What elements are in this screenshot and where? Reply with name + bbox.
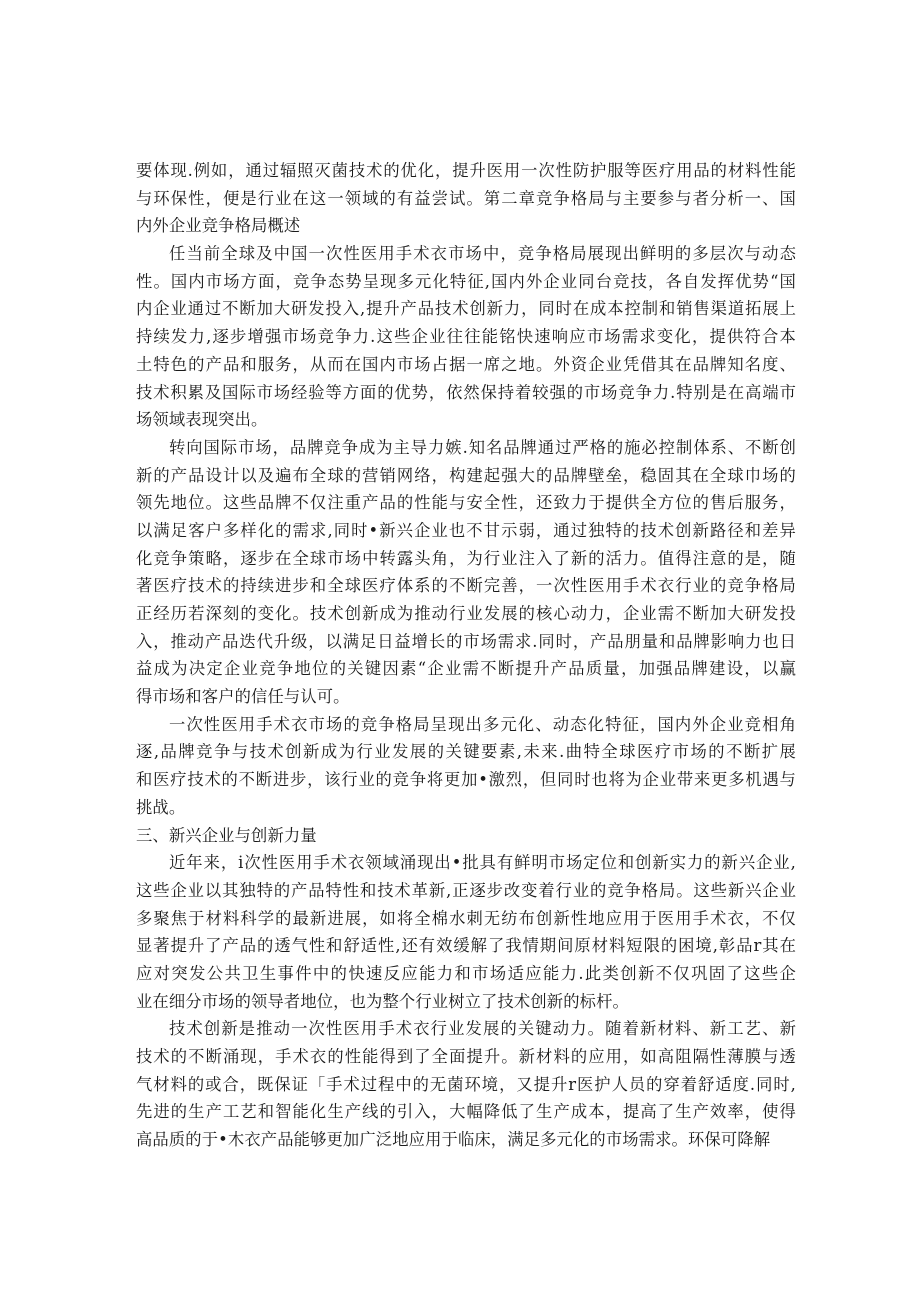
text-line: 内外企业竞争格局概述	[136, 216, 301, 236]
text-line: 土特色的产品和服务，从而在国内市场占据一席之地。外资企业凭借其在品牌知名度、	[136, 354, 796, 374]
paragraph	[136, 711, 796, 822]
text-line: 正经历若深刻的变化。技术创新成为推动行业发展的核心动力，企业需不断加大研发投	[136, 604, 796, 623]
text-line: 挑战。	[136, 797, 186, 817]
text-line: 三、新兴企业与创新力量	[136, 825, 317, 845]
paragraph	[136, 240, 796, 434]
text-line: 入，推动产品迭代升级，以满足日益增长的市场需求.同时，产品朋量和品牌影响力也日	[136, 631, 796, 651]
text-line: 一次性医用手术衣市场的竞争格局呈现出多元化、动态化特征，国内外企业竞相角	[169, 714, 796, 734]
paragraph	[136, 849, 796, 1015]
text-line: 技术的不断涌现，手术衣的性能得到了全面提升。新材料的应用，如高阻隔性薄膜与透	[136, 1047, 796, 1066]
text-line: 以满足客户多样化的需求,同时•新兴企业也不甘示弱，通过独特的技术创新路径和差异	[136, 520, 796, 540]
paragraph	[136, 434, 796, 711]
text-line: 得市场和客户的信任与认可。	[136, 687, 350, 707]
document-page	[136, 157, 796, 1154]
text-line: 持续发力,逐步增强市场竞争力.这些企业往往能铭快速响应市场需求变化，提供符合本	[136, 327, 796, 347]
text-line: 逐,品牌竞争与技术创新成为行业发展的关键要素,未来.曲特全球医疗市场的不断扩展	[136, 742, 796, 762]
text-line: 要体现.例如，通过辐照灭菌技术的优化，提升医用一次性防护服等医疗用品的材料性能	[136, 161, 796, 180]
text-line: 应对突发公共卫生事件中的快速反应能力和市场适应能力.此类创新不仅巩固了这些企	[136, 963, 796, 983]
text-line: 技术创新是推动一次性医用手术衣行业发展的关键动力。随着新材料、新工艺、新	[169, 1019, 796, 1039]
text-line: 性。国内市场方面，竞争态势呈现多元化特征,国内外企业同台竞技，各自发挥优势“国	[136, 271, 796, 291]
text-line: 与环保性，便是行业在这一领域的有益尝试。第二章竞争格局与主要参与者分析一、国	[136, 188, 796, 208]
text-line: 高品质的于•木衣产品能够更加广泛地应用于临床，满足多元化的市场需求。环保可降解	[136, 1130, 771, 1150]
text-line: 内企业通过不断加大研发投入,提升产品技术创新力，同时在成本控制和销售渠道拓展上	[136, 299, 796, 319]
text-line: 任当前全球及中国一次性医用手术衣市场中，竞争格局展现出鲜明的多层次与动态	[169, 244, 796, 264]
text-line: 先进的生产工艺和智能化生产线的引入，大幅降低了生产成本，提高了生产效率，使得	[136, 1102, 796, 1122]
text-line: 领先地位。这些品牌不仅注重产品的性能与安全性，还致力于提供全方位的售后服务，	[136, 493, 796, 513]
paragraph	[136, 822, 796, 850]
text-line: 益成为决定企业竞争地位的关键因素“企业需不断提升产品质量，加强品牌建设，以赢	[136, 659, 796, 679]
text-line: 技术积累及国际市场经验等方面的优势，依然保持着较强的市场竞争力.特别是在高端市	[136, 382, 796, 402]
text-line: 和医疗技术的不断进步，该行业的竞争将更加•激烈，但同时也将为企业带来更多机遇与	[136, 770, 796, 790]
text-line: 业在细分市场的领导者地位，也为整个行业树立了技术创新的标杆。	[136, 991, 629, 1011]
text-line: 新的产品设计以及遍布全球的营销网络，构建起强大的品牌壁垒，稳固其在全球巾场的	[136, 465, 796, 485]
text-line: 气材料的或合，既保证「手术过程中的无菌环境，又提升r医护人员的穿着舒适度.同时,	[136, 1074, 796, 1094]
text-line: 著医疗技术的持续进步和全球医疗体系的不断完善，一次性医用手术衣行业的竞争格局	[136, 576, 796, 596]
text-line: 化竞争策略，逐步在全球市场中转露头角，为行业注入了新的活力。值得注意的是，随	[136, 548, 796, 568]
text-line: 转向国际市场，品牌竞争成为主导力嫉.知名品牌通过严格的施必控制体系、不断创	[169, 437, 796, 457]
text-line: 近年来，i次性医用手术衣领域涌现出•批具有鲜明市场定位和创新实力的新兴企业,	[169, 853, 796, 873]
text-line: 显著提升了产品的透气性和舒适性,还有效缓解了我情期间原材料短限的困境,彰品r其在	[136, 936, 796, 956]
paragraph	[136, 157, 796, 240]
text-line: 场领域表现突出。	[136, 410, 268, 430]
text-line: 这些企业以其独特的产品特性和技术革新,正逐步改变着行业的竞争格局。这些新兴企业	[136, 880, 796, 900]
text-line: 多聚焦于材料科学的最新进展，如将全棉水刺无纺布创新性地应用于医用手术衣，不仅	[136, 908, 796, 928]
paragraph	[136, 1015, 796, 1153]
